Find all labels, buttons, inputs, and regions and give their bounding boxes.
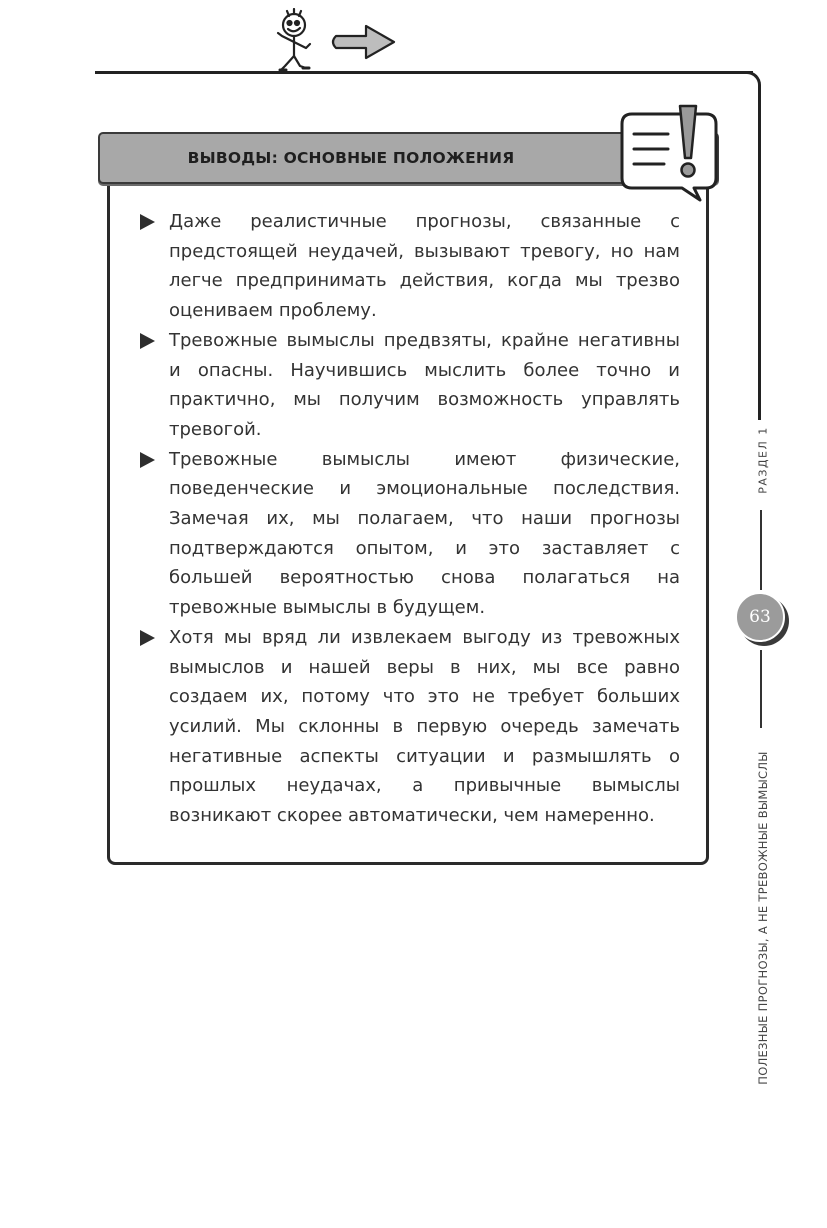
list-item-text: Хотя мы вряд ли извлекаем выгоду из тревожных вымыслов и нашей веры в них, мы все равно создаем их, потому что это не требует больших усилий. Мы склонны в первую очередь замечать негативные аспекты ситуации и размышлять о прошлых неудачах, а привычные вымыслы возникают скорее автоматически, чем намеренно. — [169, 626, 680, 827]
margin-rule — [760, 650, 762, 728]
margin-rule — [758, 94, 761, 420]
triangle-bullet-icon — [140, 452, 155, 468]
list-item — [140, 207, 680, 326]
summary-title: ВЫВОДЫ: ОСНОВНЫЕ ПОЛОЖЕНИЯ — [187, 149, 515, 167]
triangle-bullet-icon — [140, 214, 155, 230]
list-item — [140, 326, 680, 445]
header-rule — [95, 71, 753, 74]
mascot-arrow-illustration — [268, 8, 404, 74]
page-number: 63 — [735, 592, 785, 642]
list-item-text: Тревожные вымыслы имеют физические, поведенческие и эмоциональные последствия. Замечая их, мы полагаем, что наши прогнозы подтверждаются опытом, и это заставляет с большей вероятностью снова полагаться на тревожные вымыслы в будущем. — [169, 448, 680, 619]
chapter-title: ПОЛЕЗНЫЕ ПРОГНОЗЫ, А НЕ ТРЕВОЖНЫЕ ВЫМЫСЛЫ — [756, 751, 770, 1085]
list-item-text: Тревожные вымыслы предвзяты, крайне негативны и опасны. Научившись мыслить более точно и практично, мы получим возможность управлять тревогой. — [169, 329, 680, 440]
list-item — [140, 445, 680, 623]
list-item — [140, 623, 680, 831]
triangle-bullet-icon — [140, 333, 155, 349]
triangle-bullet-icon — [140, 630, 155, 646]
exclamation-speech-bubble-icon — [614, 102, 722, 202]
list-item-text: Даже реалистичные прогнозы, связанные с предстоящей неудачей, вызывают тревогу, но нам легче предпринимать действия, когда мы трезво оцениваем проблему. — [169, 211, 680, 322]
summary-list — [140, 207, 680, 831]
section-label: РАЗДЕЛ 1 — [756, 426, 770, 494]
margin-rule — [760, 510, 762, 590]
